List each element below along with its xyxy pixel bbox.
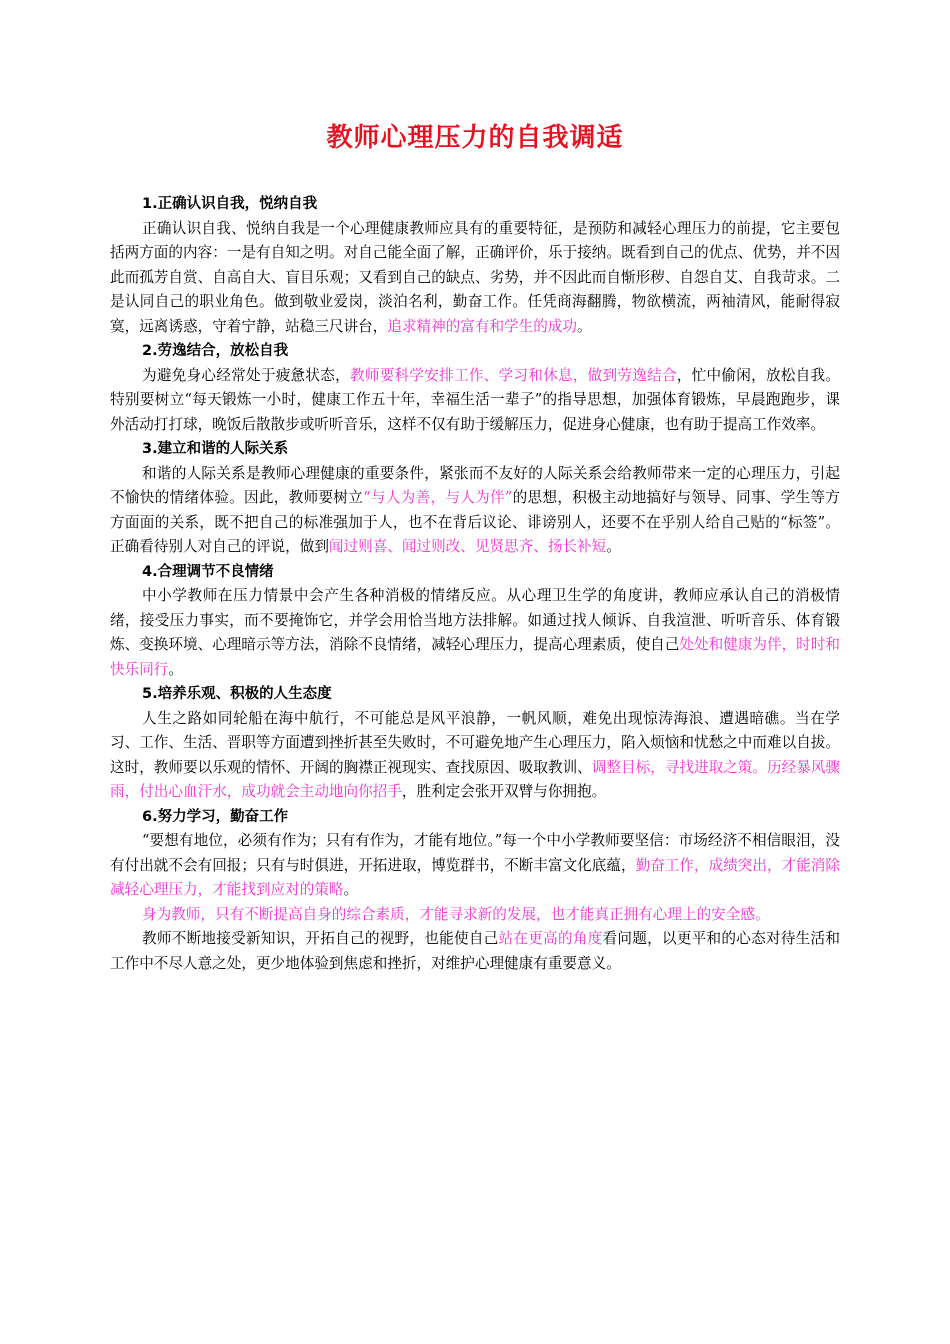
section-paragraph: [110, 462, 840, 560]
paragraph-text: ，胜利定会张开双臂与你拥抱。: [401, 783, 607, 800]
section-paragraph: [110, 584, 840, 682]
section-heading: 6.努力学习，勤奋工作: [142, 808, 289, 825]
section-heading: 1.正确认识自我，悦纳自我: [142, 196, 318, 212]
paragraph-text: 。: [168, 660, 183, 678]
section-2: [110, 339, 840, 437]
section-4: [110, 560, 840, 683]
paragraph-text: 教师不断地接受新知识，开拓自己的视野，也能使自己: [142, 930, 499, 947]
section-paragraph: [110, 829, 840, 903]
highlighted-text: 追求精神的富有和学生的成功: [387, 317, 578, 335]
paragraph-text: 正确认识自我、悦纳自我是一个心理健康教师应具有的重要特征，是预防和减轻心理压力的前提，它主要包括两方面的内容：一是有自知之明。对自己能全面了解，正确评价，乐于接纳。既看到自己的优点、优势，并不因此而孤芳自赏、自高自大、盲目乐观；又看到自己的缺点、劣势，并不因此而自惭形秽、自怨自艾、自我苛求。二是认同自己的职业角色。做到敬业爱岗，淡泊名利，勤奋工作。任凭商海翻腾，物欲横流，两袖清风，能耐得寂寞，远离诱惑，守着宁静，站稳三尺讲台，: [110, 219, 840, 335]
paragraph-text: 为避免身心经常处于疲惫状态，: [142, 366, 350, 384]
paragraph-text: 和谐的人际关系是教师心理健康的重要条件，紧张而不友好的人际关系会给教师带来一定的心理压力，引起不愉快的情绪体验。因此，教师要树立: [110, 464, 840, 506]
paragraph-text: “要想有地位，必须有作为；只有有作为，才能有地位。”每一个中小学教师要坚信：市场经济不相信眼泪，没有付出就不会有回报；只有与时俱进，开拓进取，博览群书，不断丰富文化底蕴，: [110, 832, 840, 874]
closing: [110, 903, 840, 977]
highlighted-text: 调整目标，寻找进取之策。历经暴风骤雨，付出心血汗水，成功就会主动地向你招手: [110, 758, 840, 800]
section-6: [110, 805, 840, 903]
paragraph-text: 人生之路如同轮船在海中航行，不可能总是风平浪静，一帆风顺，难免出现惊涛海浪、遭遇暗礁。当在学习、工作、生活、晋职等方面遭到挫折甚至失败时，不可避免地产生心理压力，陷入烦恼和忧愁之中而难以自拔。这时，教师要以乐观的情怀、开阔的胸襟正视现实、查找原因、吸取教训、: [110, 709, 840, 776]
highlighted-text: 勤奋工作，成绩突出，才能消除减轻心理压力，才能找到应对的策略: [110, 856, 840, 898]
section-5: [110, 682, 840, 805]
section-paragraph: [110, 364, 840, 438]
closing-paragraph: [110, 927, 840, 976]
document-page: [110, 118, 840, 976]
section-paragraph: [110, 707, 840, 805]
section-heading: 4.合理调节不良情绪: [142, 563, 274, 580]
section-heading: 5.培养乐观、积极的人生态度: [142, 686, 332, 702]
section-paragraph: [110, 217, 840, 340]
highlighted-text: 教师要科学安排工作、学习和休息，做到劳逸结合: [349, 366, 677, 384]
section-1: [110, 192, 840, 339]
highlighted-text: “与人为善，与人为伴”: [363, 489, 513, 506]
section-heading: 3.建立和谐的人际关系: [142, 441, 289, 457]
section-heading: 2.劳逸结合，放松自我: [142, 343, 289, 359]
paragraph-text: ，忙中偷闲，放松自我。特别要树立“每天锻炼一小时，健康工作五十年，幸福生活一辈子”的指导思想，加强体育锻炼，早晨跑跑步，课外活动打打球，晚饭后散散步或听听音乐，这样不仅有助于缓解压力，促进身心健康，也有助于提高工作效率。: [110, 366, 840, 433]
document-title: 教师心理压力的自我调适: [326, 123, 624, 153]
paragraph-text: 的思想，积极主动地搞好与领导、同事、学生等方方面面的关系，既不把自己的标准强加于人，也不在背后议论、诽谤别人，还要不在乎别人给自己贴的“标签”。正确看待别人对自己的评说，做到: [110, 489, 840, 555]
paragraph-text: 中小学教师在压力情景中会产生各种消极的情绪反应。从心理卫生学的角度讲，教师应承认自己的消极情绪，接受压力事实，而不要掩饰它，并学会用恰当地方法排解。如通过找人倾诉、自我渲泄、听听音乐、体育锻炼、变换环境、心理暗示等方法，消除不良情绪，减轻心理压力，提高心理素质，使自己: [110, 587, 840, 653]
highlighted-text: 站在更高的角度: [498, 930, 603, 947]
paragraph-text: 。: [343, 881, 359, 898]
section-3: [110, 437, 840, 560]
paragraph-text: 看问题，以更平和的心态对待生活和工作中不尽人意之处，更少地体验到焦虑和挫折，对维护心理健康有重要意义。: [110, 930, 840, 972]
highlighted-text: 处处和健康为伴，时时和快乐同行: [110, 636, 840, 678]
closing-highlight-paragraph: 身为教师，只有不断提高自身的综合素质，才能寻求新的发展，也才能真正拥有心理上的安全感。: [142, 905, 770, 923]
paragraph-text: 。: [577, 317, 592, 335]
paragraph-text: 。: [606, 538, 621, 555]
highlighted-text: 闻过则喜、闻过则改、见贤思齐、扬长补短: [328, 538, 607, 555]
